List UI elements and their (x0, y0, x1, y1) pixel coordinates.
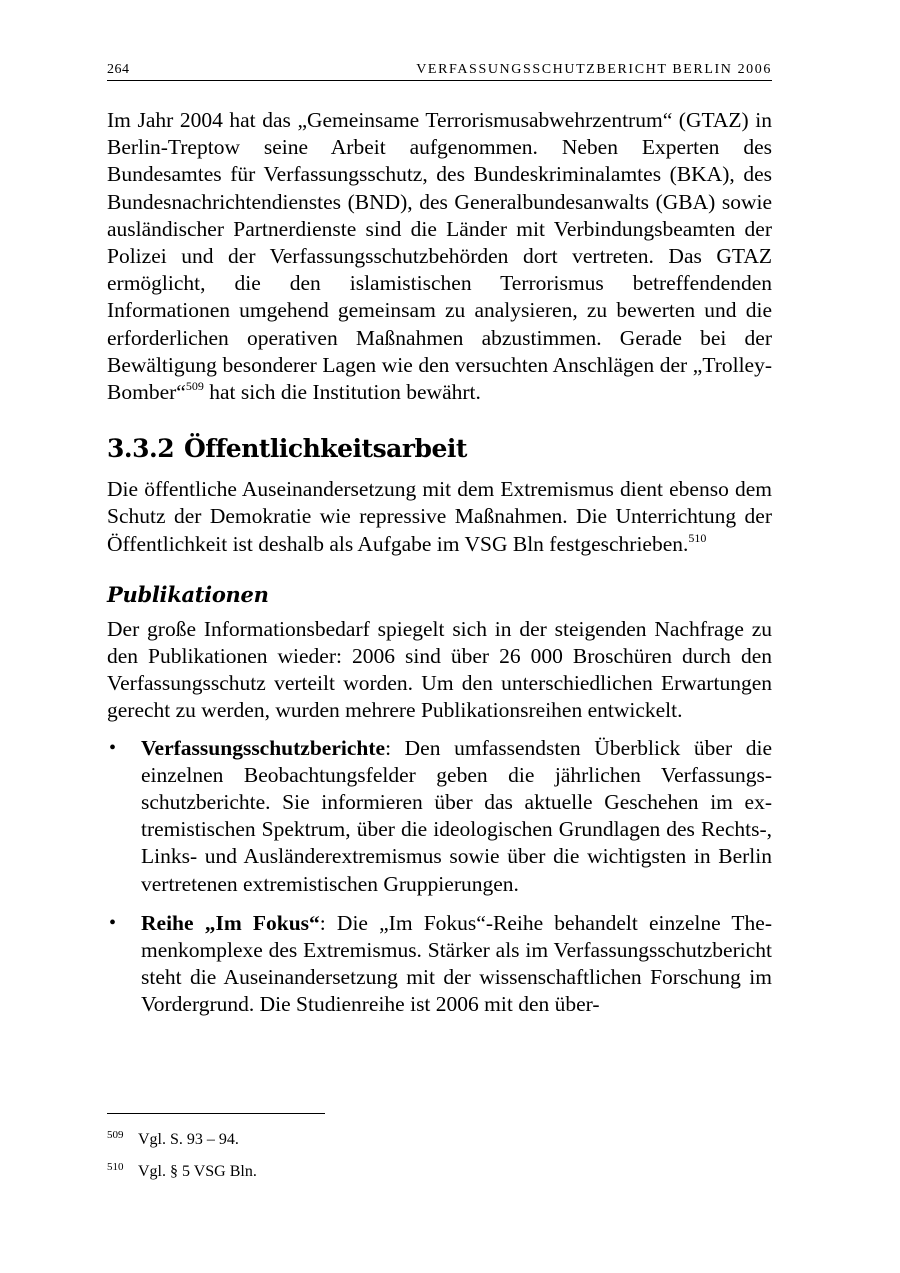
publications-paragraph: Der große Informationsbedarf spiegelt sich in der steigenden Nachfrage zu den Publikationen wieder: 2006 sind über 26 000 Broschüren durch den Verfassungsschutz verteilt worden. Um den unterschiedlichen Erwartungen gerecht zu werden, wurden mehrere Publikationsreihen entwickelt. (107, 616, 772, 723)
footnote-number: 510 (107, 1161, 124, 1173)
intro-paragraph (107, 107, 772, 406)
footnote-divider (107, 1113, 325, 1114)
section-heading (107, 432, 772, 466)
bullet-icon: • (109, 911, 117, 934)
footnote-510 (107, 1162, 772, 1182)
footnote-number: 509 (107, 1129, 124, 1141)
body-text (107, 107, 772, 1031)
publications-heading: Publikationen (107, 581, 269, 607)
intro-text: Im Jahr 2004 hat das „Gemeinsame Terrorismusabwehrzentrum“ (GTAZ) in Berlin-Treptow seine Arbeit aufgenommen. Neben Experten des Bundesamtes für Verfassungsschutz, des Bundeskriminalamtes (BKA), des Bundesnachrichtendienstes (BND), des Generalbundesanwalts (GBA) sowie ausländischer Partnerdienste sind die Länder mit Verbindungsbeamten der Polizei und der Verfassungsschutzbehörden dort vertreten. Das GTAZ ermöglicht, die den islamistischen Terrorismus betreffendenden Informationen umgehend gemeinsam zu analysieren, zu bewerten und die erforderlichen operativen Maßnahmen abzustimmen. Gerade bei der Bewältigung besonderer Lagen wie den versuchten Anschlägen der „Trolley-Bomber“ (107, 108, 772, 405)
footnote-text: Vgl. § 5 VSG Bln. (138, 1163, 257, 1180)
list-item-term: Reihe „Im Fokus“ (141, 910, 320, 935)
running-title: VERFASSUNGSSCHUTZBERICHT BERLIN 2006 (416, 62, 772, 77)
list-item-text: : Den umfassendsten Überblick über die einzelnen Beobachtungsfelder geben die jährlichen Verfassungsschutzberichte. Sie informieren über das aktuelle Geschehen im extremistischen Spektrum, über die ideologischen Grundlagen des Rechts-, Links- und Ausländerextremismus sowie über die wichtigsten in Berlin vertretenen extremistischen Gruppierungen. (141, 735, 772, 896)
section-number: 3.3.2 (107, 434, 175, 464)
list-item (107, 910, 772, 1019)
footnote-509 (107, 1130, 772, 1150)
running-header (107, 62, 772, 81)
footnote-text: Vgl. S. 93 – 94. (138, 1131, 239, 1148)
publications-list (107, 735, 772, 1019)
list-item-term: Verfassungsschutzberichte (141, 735, 386, 760)
section-title: Öffentlichkeitsarbeit (184, 434, 467, 464)
list-item (107, 735, 772, 898)
section-text: Die öffentliche Auseinandersetzung mit dem Extremismus dient ebenso dem Schutz der Demokratie wie repressive Maßnahmen. Die Unterrichtung der Öffentlichkeit ist deshalb als Aufgabe im VSG Bln festgeschrieben. (107, 477, 772, 556)
bullet-icon: • (109, 736, 117, 759)
intro-text-end: hat sich die Institution bewährt. (203, 380, 481, 405)
section-paragraph (107, 476, 772, 558)
footnote-ref-510[interactable]: 510 (688, 530, 707, 545)
footnote-ref-509[interactable]: 509 (185, 379, 204, 394)
footnotes (107, 1130, 772, 1194)
page-number: 264 (107, 62, 130, 77)
list-item-text: : Die „Im Fokus“-Reihe behandelt einzelne Themenkomplexe des Extremismus. Stärker als im Verfassungsschutzbericht steht die Auseinandersetzung mit der wissenschaftlichen Forschung im Vordergrund. Die Studienreihe ist 2006 mit den über- (141, 910, 772, 1017)
